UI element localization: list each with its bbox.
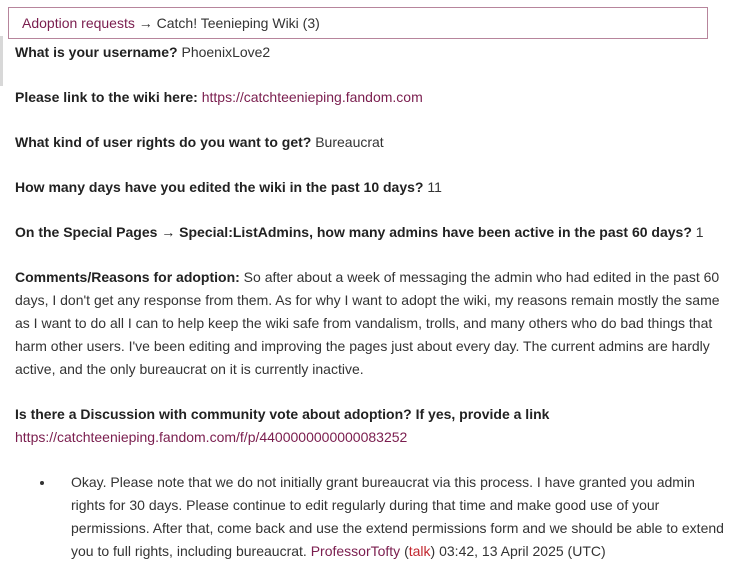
discussion-link[interactable]: https://catchteenieping.fandom.com/f/p/4400000000000083252 [15,429,408,445]
username-question: What is your username? [15,44,178,60]
username-answer: PhoenixLove2 [177,44,271,60]
reply-text: Okay. Please note that we do not initially grant bureaucrat via this process. I have granted you admin rights for 30 days. Please continue to edit regularly during that time and make good use of your permissions. After that, come back and use the extend permissions form and we should be able to extend you to full rights, including bureaucrat. [71,474,724,559]
admins-answer: 1 [691,224,704,240]
discussion-question: Is there a Discussion with community vote about adoption? If yes, provide a link [15,406,550,422]
discussion-row [15,403,727,449]
comments-row [15,266,727,381]
left-edge-mark [0,36,3,86]
days-question: How many days have you edited the wiki in the past 10 days? [15,179,424,195]
breadcrumb [8,7,708,39]
username-row [15,41,727,64]
admins-row [15,221,727,244]
days-row [15,176,727,199]
wiki-link[interactable]: https://catchteenieping.fandom.com [201,89,423,105]
reply-list [15,471,727,563]
breadcrumb-arrow: → [134,15,157,31]
reply-close-paren: ) [430,543,436,559]
breadcrumb-parent-link[interactable]: Adoption requests [22,15,135,31]
rights-answer: Bureaucrat [311,134,384,150]
reply-timestamp: 03:42, 13 April 2025 (UTC) [435,543,606,559]
request-content [15,41,727,563]
admins-question: On the Special Pages → Special:ListAdmins, how many admins have been active in the past 60 days? [15,224,692,240]
breadcrumb-current: Catch! Teenieping Wiki (3) [156,15,320,31]
rights-row [15,131,727,154]
wiki-row [15,86,727,109]
rights-question: What kind of user rights do you want to get? [15,134,312,150]
comments-question: Comments/Reasons for adoption: [15,269,240,285]
comments-answer: So after about a week of messaging the admin who had edited in the past 60 days, I don't get any response from them. As for why I want to adopt the wiki, my reasons remain mostly the same as I want to do all I can to help keep the wiki safe from vandalism, trolls, and many others who do bad things that harm other users. I've been editing and improving the pages just about every day. The current admins are hardly active, and the only bureaucrat on it is currently inactive. [15,269,720,377]
reply-open-paren: ( [400,543,409,559]
reply-user-link[interactable]: ProfessorTofty [310,543,401,559]
reply-talk-link[interactable]: talk [408,543,431,559]
wiki-question: Please link to the wiki here: [15,89,198,105]
days-answer: 11 [423,179,442,195]
reply-item [55,471,727,563]
